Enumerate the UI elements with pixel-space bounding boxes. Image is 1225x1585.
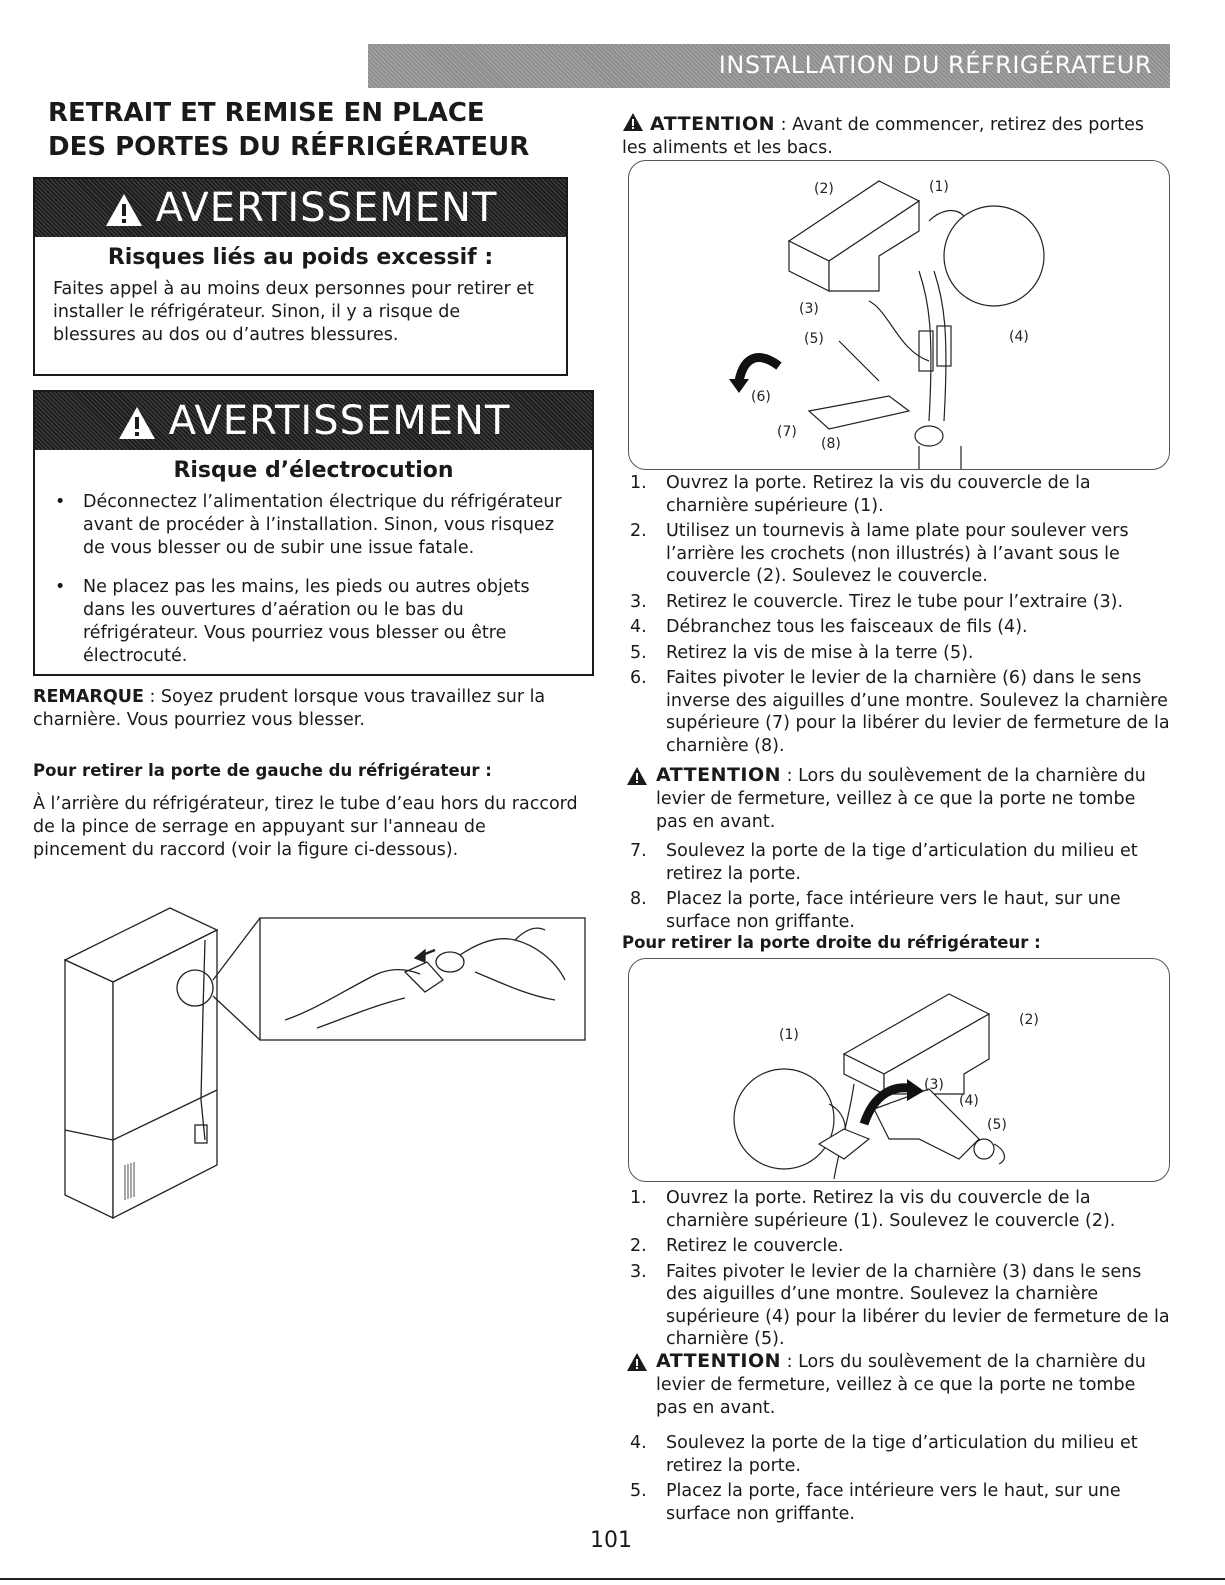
step-text: Retirez la vis de mise à la terre (5). bbox=[666, 642, 974, 663]
bottom-rule bbox=[0, 1578, 1225, 1580]
warning-header bbox=[35, 392, 592, 450]
step-item bbox=[622, 840, 1170, 885]
warning-heading: AVERTISSEMENT bbox=[168, 398, 511, 444]
figure1-label-5: (5) bbox=[804, 331, 824, 347]
step-number: 7. bbox=[630, 841, 647, 861]
caution-triangle-icon bbox=[622, 112, 644, 132]
note-text: : Soyez prudent lorsque vous travaillez sur la charnière. Vous pourriez vous blesser. bbox=[33, 687, 546, 730]
warning-triangle-icon bbox=[117, 405, 157, 441]
warning-triangle-icon bbox=[104, 192, 144, 228]
left-door-steps bbox=[622, 472, 1170, 760]
attention-label: ATTENTION bbox=[656, 1350, 782, 1372]
step-item bbox=[622, 888, 1170, 933]
step-item bbox=[622, 520, 1170, 588]
step-text: Placez la porte, face intérieure vers le haut, sur une surface non griffante. bbox=[666, 1481, 1121, 1524]
warning-bullet: • Ne placez pas les mains, les pieds ou autres objets dans les ouvertures d’aération ou le bas du réfrigérateur. Vous pourriez vous blesser ou être électrocuté. bbox=[53, 576, 574, 668]
figure2-label-1: (1) bbox=[779, 1027, 799, 1043]
page-number: 101 bbox=[590, 1528, 632, 1553]
warning-header bbox=[35, 179, 566, 237]
figure2-label-5: (5) bbox=[987, 1117, 1007, 1133]
section-banner bbox=[368, 44, 1170, 88]
step-number: 3. bbox=[630, 591, 647, 612]
figure1-label-3: (3) bbox=[799, 301, 819, 317]
step-item bbox=[622, 472, 1170, 517]
step-number: 2. bbox=[630, 521, 647, 541]
hinge-diagram-right bbox=[629, 959, 1169, 1181]
step-item bbox=[622, 667, 1170, 757]
step-item bbox=[622, 1432, 1170, 1477]
banner-title: INSTALLATION DU RÉFRIGÉRATEUR bbox=[718, 51, 1152, 79]
warning-box-electrocution bbox=[33, 390, 594, 676]
step-item bbox=[622, 1480, 1170, 1525]
warning-heading: AVERTISSEMENT bbox=[155, 185, 498, 231]
left-door-heading: Pour retirer la porte de gauche du réfrigérateur : bbox=[33, 761, 492, 780]
attention-text: : Avant de commencer, retirez des portes les aliments et les bacs. bbox=[622, 115, 1144, 158]
step-item bbox=[622, 1235, 1170, 1258]
step-number: 5. bbox=[630, 642, 647, 663]
hinge-diagram bbox=[629, 161, 1169, 469]
left-door-steps-continued bbox=[622, 840, 1170, 936]
right-door-heading: Pour retirer la porte droite du réfrigérateur : bbox=[622, 933, 1041, 952]
note-label: REMARQUE bbox=[33, 687, 144, 707]
figure2-label-4: (4) bbox=[959, 1093, 979, 1109]
step-item bbox=[622, 1261, 1170, 1351]
attention-label: ATTENTION bbox=[656, 764, 782, 786]
title-line-2: DES PORTES DU RÉFRIGÉRATEUR bbox=[48, 132, 530, 162]
step-number: 8. bbox=[630, 889, 647, 909]
title-line-1: RETRAIT ET REMISE EN PLACE bbox=[48, 98, 485, 128]
step-text: Ouvrez la porte. Retirez la vis du couvercle de la charnière supérieure (1). bbox=[666, 473, 1091, 516]
attention-text: : Lors du soulèvement de la charnière du levier de fermeture, veillez à ce que la porte ne tombe pas en avant. bbox=[656, 766, 1146, 832]
warning-bullet-list bbox=[35, 491, 592, 668]
step-text: Retirez le couvercle. Tirez le tube pour l’extraire (3). bbox=[666, 591, 1124, 612]
step-number: 3. bbox=[630, 1261, 647, 1282]
step-item bbox=[622, 1187, 1170, 1232]
figure2-label-3: (3) bbox=[924, 1077, 944, 1093]
attention-label: ATTENTION bbox=[650, 113, 776, 135]
attention-text: : Lors du soulèvement de la charnière du levier de fermeture, veillez à ce que la porte ne tombe pas en avant. bbox=[656, 1352, 1146, 1418]
page-title bbox=[48, 96, 568, 164]
step-number: 4. bbox=[630, 617, 647, 637]
figure1-label-7: (7) bbox=[777, 424, 797, 440]
step-text: Débranchez tous les faisceaux de fils (4). bbox=[666, 617, 1028, 637]
step-item bbox=[622, 591, 1170, 614]
attention-bottom bbox=[622, 1350, 1170, 1420]
right-door-steps-continued bbox=[622, 1432, 1170, 1528]
step-item bbox=[622, 642, 1170, 665]
step-item bbox=[622, 616, 1170, 639]
step-text: Faites pivoter le levier de la charnière (3) dans le sens des aiguilles d’une montre. Soulevez la charnière supérieure (4) pour la libérer du levier de fermeture de la charnière (5). bbox=[666, 1261, 1170, 1349]
step-text: Utilisez un tournevis à lame plate pour soulever vers l’arrière les crochets (non illustrés) à l’avant sous le couvercle (2). Soulevez le couvercle. bbox=[666, 521, 1129, 586]
step-text: Soulevez la porte de la tige d’articulation du milieu et retirez la porte. bbox=[666, 841, 1138, 884]
step-text: Retirez le couvercle. bbox=[666, 1236, 844, 1256]
step-text: Placez la porte, face intérieure vers le haut, sur une surface non griffante. bbox=[666, 889, 1121, 932]
note-paragraph bbox=[33, 686, 578, 732]
step-number: 1. bbox=[630, 1188, 647, 1208]
warning-body: Faites appel à au moins deux personnes pour retirer et installer le réfrigérateur. Sinon, il y a risque de blessures au dos ou d’autres blessures. bbox=[53, 279, 534, 345]
figure1-label-6: (6) bbox=[751, 389, 771, 405]
warning-subtitle: Risques liés au poids excessif : bbox=[107, 245, 494, 270]
step-text: Ouvrez la porte. Retirez la vis du couvercle de la charnière supérieure (1). Soulevez le couvercle (2). bbox=[666, 1188, 1116, 1231]
step-number: 2. bbox=[630, 1236, 647, 1256]
caution-triangle-icon bbox=[626, 1352, 648, 1372]
figure1-label-1: (1) bbox=[929, 179, 949, 195]
figure2-label-2: (2) bbox=[1019, 1012, 1039, 1028]
warning-subtitle: Risque d’électrocution bbox=[173, 458, 454, 483]
attention-mid bbox=[622, 764, 1170, 834]
warning-bullet: • Déconnectez l’alimentation électrique du réfrigérateur avant de procéder à l’installation. Sinon, vous risquez de vous blesser ou de subir une issue fatale. bbox=[53, 491, 574, 560]
warning-box-weight bbox=[33, 177, 568, 376]
right-door-steps bbox=[622, 1187, 1170, 1354]
step-number: 4. bbox=[630, 1433, 647, 1453]
caution-triangle-icon bbox=[626, 766, 648, 786]
refrigerator-water-tube-illustration bbox=[55, 900, 590, 1220]
figure1-label-2: (2) bbox=[814, 181, 834, 197]
step-number: 5. bbox=[630, 1481, 647, 1501]
step-text: Faites pivoter le levier de la charnière (6) dans le sens inverse des aiguilles d’une montre. Soulevez la charnière supérieure (7) pour la libérer du levier de fermeture de la charnière (8). bbox=[666, 668, 1170, 756]
hinge-figure-left-door bbox=[628, 160, 1170, 470]
step-number: 6. bbox=[630, 668, 647, 688]
figure1-label-8: (8) bbox=[821, 436, 841, 452]
step-number: 1. bbox=[630, 473, 647, 493]
attention-top bbox=[622, 112, 1167, 160]
step-text: Soulevez la porte de la tige d’articulation du milieu et retirez la porte. bbox=[666, 1433, 1138, 1476]
left-door-text: À l’arrière du réfrigérateur, tirez le tube d’eau hors du raccord de la pince de serrage en appuyant sur l'anneau de pincement du raccord (voir la figure ci-dessous). bbox=[33, 794, 578, 860]
figure1-label-4: (4) bbox=[1009, 329, 1029, 345]
hinge-figure-right-door bbox=[628, 958, 1170, 1182]
